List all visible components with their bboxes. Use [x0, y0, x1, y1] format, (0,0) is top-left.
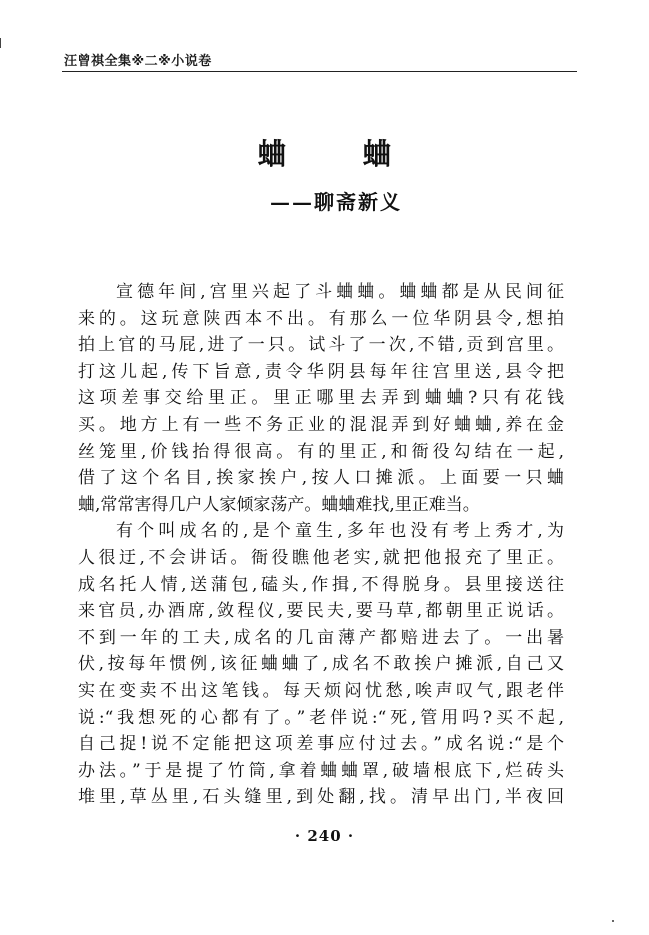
text-line: 丝笼里,价钱抬得很高。有的里正,和衙役勾结在一起,	[78, 441, 564, 462]
story-subtitle: ——聊斋新义	[270, 190, 402, 214]
scan-edge-mark	[0, 38, 1, 48]
body-text	[78, 279, 564, 811]
text-line: 自己捉!说不定能把这项差事应付过去。”成名说:“是个	[78, 734, 564, 755]
text-line: 来的。这玩意陕西本不出。有那么一位华阴县令,想拍	[78, 308, 564, 329]
paragraph-2	[78, 518, 564, 811]
running-header: 汪曾祺全集※二※小说卷	[64, 54, 212, 69]
text-line: 蛐,常常害得几户人家倾家荡产。蛐蛐难找,里正难当。	[78, 494, 480, 515]
text-line: 打这儿起,传下旨意,责令华阴县每年往宫里送,县令把	[78, 361, 564, 382]
text-line: 买。地方上有一些不务正业的混混弄到好蛐蛐,养在金	[78, 414, 564, 435]
page-number: · 240 ·	[294, 827, 355, 845]
text-line: 宣德年间,宫里兴起了斗蛐蛐。蛐蛐都是从民间征	[116, 282, 564, 302]
text-line: 有个叫成名的,是个童生,多年也没有考上秀才,为	[116, 521, 564, 542]
text-line: 说:“我想死的心都有了。”老伴说:“死,管用吗?买不起,	[78, 707, 564, 728]
paragraph-1	[78, 279, 564, 518]
text-line: 办法。”于是提了竹筒,拿着蛐蛐罩,破墙根底下,烂砖头	[78, 760, 564, 781]
story-title: 蛐蛐	[257, 137, 468, 171]
text-line: 人很迂,不会讲话。衙役瞧他老实,就把他报充了里正。	[78, 547, 564, 568]
header-rule	[62, 71, 577, 72]
text-line: 不到一年的工夫,成名的几亩薄产都赔进去了。一出暑	[78, 627, 564, 648]
text-line: 伏,按每年惯例,该征蛐蛐了,成名不敢挨户摊派,自己又	[78, 654, 564, 675]
text-line: 成名托人情,送蒲包,磕头,作揖,不得脱身。县里接送往	[78, 574, 564, 595]
text-line: 这项差事交给里正。里正哪里去弄到蛐蛐?只有花钱	[78, 388, 564, 409]
text-line: 拍上官的马屁,进了一只。试斗了一次,不错,贡到宫里。	[78, 335, 564, 356]
text-line: 实在变卖不出这笔钱。每天烦闷忧愁,唉声叹气,跟老伴	[78, 680, 564, 701]
text-line: 借了这个名目,挨家挨户,按人口摊派。上面要一只蛐	[78, 468, 564, 489]
text-line: 堆里,草丛里,石头缝里,到处翻,找。清早出门,半夜回	[78, 787, 564, 808]
scan-speck	[612, 920, 614, 922]
text-line: 来官员,办酒席,敛程仪,要民夫,要马草,都朝里正说话。	[78, 601, 564, 622]
